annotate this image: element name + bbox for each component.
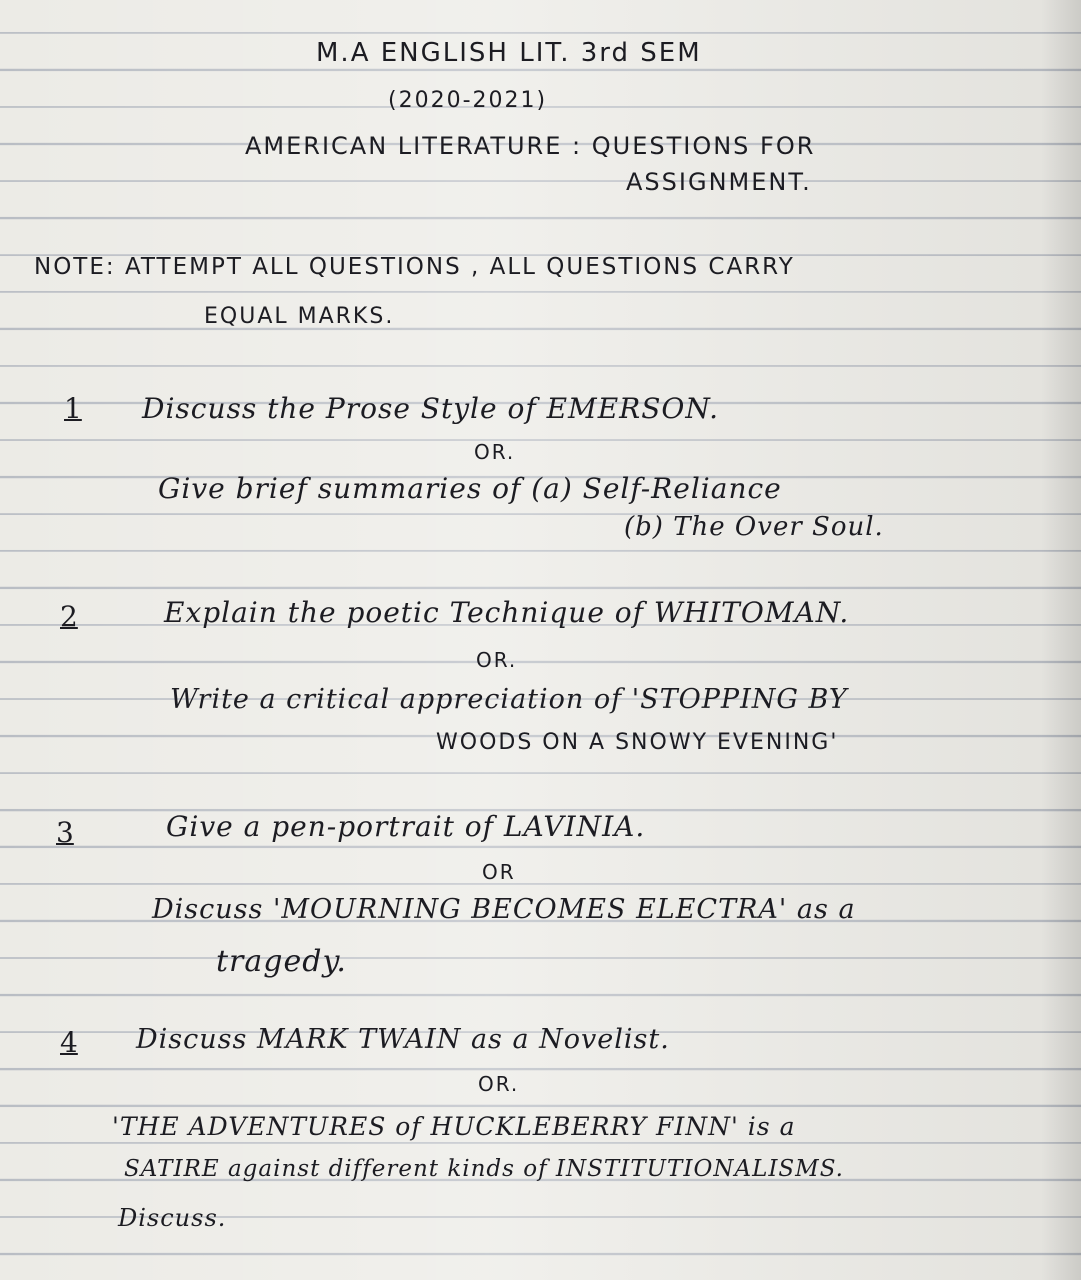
question-4b-line2: SATIRE against different kinds of INSTITUTIONALISMS. — [124, 1156, 844, 1182]
question-3-or: OR — [482, 860, 516, 884]
question-number-1: 1 — [64, 392, 82, 425]
question-number-3: 3 — [56, 816, 74, 849]
session-year: (2020-2021) — [388, 88, 548, 113]
question-3b-line2: tragedy. — [216, 944, 347, 979]
question-4b-line1: 'THE ADVENTURES of HUCKLEBERRY FINN' is a — [112, 1112, 796, 1141]
question-3b-line1: Discuss 'MOURNING BECOMES ELECTRA' as a — [152, 894, 856, 925]
subject-title-line2: ASSIGNMENT. — [626, 168, 812, 196]
page-edge-shadow — [1041, 0, 1081, 1280]
question-4a: Discuss MARK TWAIN as a Novelist. — [136, 1024, 670, 1055]
question-number-4: 4 — [60, 1026, 78, 1059]
question-1-or: OR. — [474, 440, 516, 464]
question-1b-line2: (b) The Over Soul. — [624, 512, 884, 542]
question-number-2: 2 — [60, 600, 78, 633]
question-2-or: OR. — [476, 648, 518, 672]
question-4b-line3: Discuss. — [118, 1204, 227, 1232]
question-3a: Give a pen-portrait of LAVINIA. — [166, 810, 646, 843]
question-2b-line1: Write a critical appreciation of 'STOPPING BY — [170, 684, 848, 715]
question-2a: Explain the poetic Technique of WHITOMAN. — [164, 596, 850, 629]
note-line2: EQUAL MARKS. — [204, 304, 395, 329]
question-1a: Discuss the Prose Style of EMERSON. — [142, 392, 719, 425]
note-line1: NOTE: ATTEMPT ALL QUESTIONS , ALL QUESTIONS CARRY — [34, 254, 795, 280]
subject-title-line1: AMERICAN LITERATURE : QUESTIONS FOR — [245, 132, 816, 160]
question-4-or: OR. — [478, 1072, 520, 1096]
course-title: M.A ENGLISH LIT. 3rd SEM — [316, 38, 702, 68]
question-1b-line1: Give brief summaries of (a) Self-Reliance — [158, 472, 782, 505]
question-2b-line2: WOODS ON A SNOWY EVENING' — [436, 730, 839, 755]
